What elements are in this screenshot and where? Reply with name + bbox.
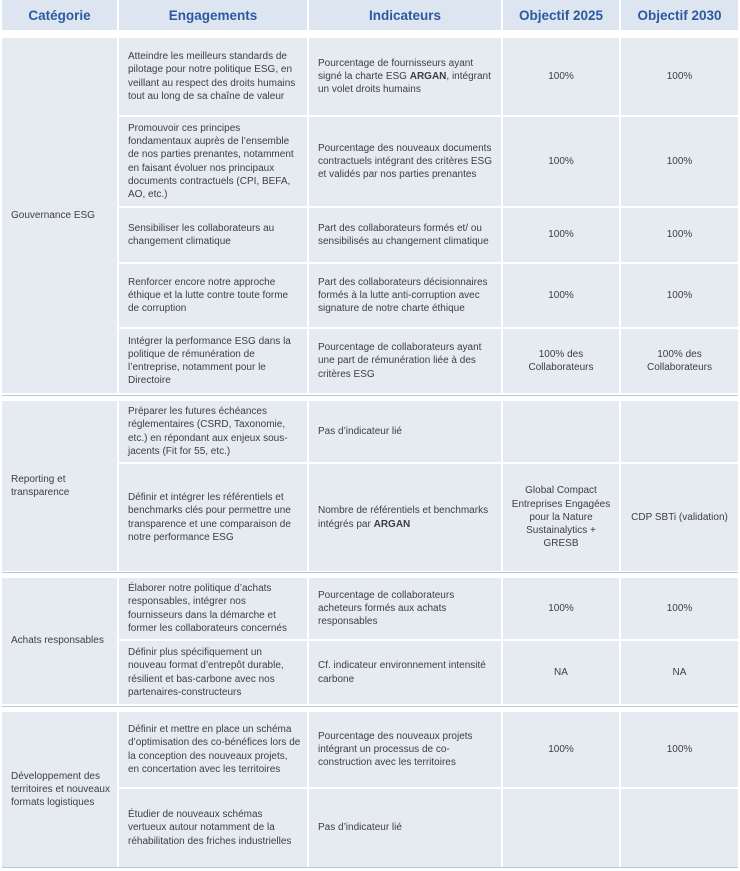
brand-name: ARGAN — [373, 518, 411, 530]
objective-2025-cell — [503, 401, 619, 462]
engagement-text: Élaborer notre politique d’achats responsables, intégrer nos fournisseurs dans la démarche et former les collaborateurs concernés — [128, 583, 287, 634]
indicator-text — [318, 57, 493, 97]
objective-2030-cell — [621, 578, 738, 639]
objective-2030-cell — [621, 789, 738, 867]
objective-2030-value: 100% — [666, 289, 693, 301]
objective-2025-cell — [503, 464, 619, 571]
objective-2025-cell — [503, 208, 619, 262]
objective-2025-value: 100% des Collaborateurs — [528, 348, 594, 373]
engagement-cell — [119, 264, 307, 327]
indicator-part: Pourcentage des nouveaux projets intégrant un processus de co-construction avec les territoires — [318, 730, 473, 769]
objective-2030-value: 100% — [666, 155, 693, 167]
section-divider — [2, 572, 738, 573]
indicator-cell — [309, 712, 501, 787]
indicator-cell — [309, 578, 501, 639]
objective-2030-cell — [621, 401, 738, 462]
header-engagements: Engagements — [119, 0, 307, 30]
indicator-text — [318, 142, 493, 182]
indicator-text — [318, 341, 493, 381]
engagement-text: Promouvoir ces principes fondamentaux auprès de l’ensemble de nos parties prenantes, notamment en faisant évoluer nos principaux documents contractuels (CPI, BEFA, AO, etc.) — [128, 122, 294, 200]
indicator-part: Pourcentage de collaborateurs ayant une part de rémunération liée à des critères ESG — [318, 342, 482, 380]
objective-2030-value: 100% des Collaborateurs — [646, 348, 713, 373]
indicator-part: Pas d’indicateur lié — [318, 822, 402, 834]
objective-2030-cell — [621, 641, 738, 704]
engagement-cell — [119, 329, 307, 393]
indicator-text — [318, 425, 402, 438]
objective-2025-cell — [503, 329, 619, 393]
engagement-text: Étudier de nouveaux schémas vertueux autour notamment de la réhabilitation des friches industrielles — [128, 809, 292, 847]
engagement-cell — [119, 464, 307, 571]
engagement-cell — [119, 641, 307, 704]
objective-2025-cell — [503, 712, 619, 787]
indicator-text — [318, 276, 493, 316]
engagement-cell — [119, 712, 307, 787]
brand-name: ARGAN — [409, 70, 447, 82]
engagement-text: Sensibiliser les collaborateurs au changement climatique — [128, 222, 275, 247]
objective-2025-value: 100% — [548, 229, 574, 241]
engagement-cell — [119, 789, 307, 867]
category-label: Achats responsables — [11, 635, 104, 647]
indicator-part: Part des collaborateurs formés et/ ou sensibilisés au changement climatique — [318, 222, 489, 247]
objective-2030-value: 100% — [666, 602, 693, 614]
indicator-cell — [309, 264, 501, 327]
objective-2030-cell — [621, 264, 738, 327]
indicator-part: Nombre de référentiels et benchmarks intégrés par — [318, 505, 489, 530]
objective-2030-cell — [621, 464, 738, 571]
indicator-cell — [309, 208, 501, 262]
objective-2030-cell — [621, 712, 738, 787]
indicator-part: Cf. indicateur environnement intensité carbone — [318, 660, 486, 685]
category-label: Reporting et transparence — [11, 473, 70, 498]
engagement-text: Définir et intégrer les référentiels et benchmarks clés pour permettre une transparence et une comparaison de notre performance ESG — [128, 492, 291, 543]
category-cell — [2, 578, 117, 704]
indicator-text — [318, 659, 493, 685]
section-divider — [2, 867, 738, 868]
indicator-part: Part des collaborateurs décisionnaires formés à la lutte anti-corruption avec signature de notre charte éthique — [318, 276, 488, 315]
objective-2025-cell — [503, 789, 619, 867]
indicator-cell — [309, 464, 501, 571]
engagement-cell — [119, 208, 307, 262]
engagement-cell — [119, 401, 307, 462]
engagement-text: Définir plus spécifiquement un nouveau format d’entrepôt durable, résilient et bas-carbone avec nos partenaires-constructeurs — [128, 647, 284, 698]
objective-2025-value: 100% — [548, 155, 574, 167]
objective-2030-cell — [621, 208, 738, 262]
objective-2030-cell — [621, 329, 738, 393]
objective-2025-value: 100% — [548, 70, 574, 82]
header-objective-2030: Objectif 2030 — [621, 0, 738, 30]
objective-2030-cell — [621, 38, 738, 115]
objective-2025-cell — [503, 264, 619, 327]
indicator-cell — [309, 789, 501, 867]
engagement-cell — [119, 38, 307, 115]
header-objective-2025: Objectif 2025 — [503, 0, 619, 30]
indicator-text — [318, 504, 493, 530]
engagement-text: Renforcer encore notre approche éthique et la lutte contre toute forme de corruption — [128, 276, 289, 315]
engagement-text: Intégrer la performance ESG dans la politique de rémunération de l’entreprise, notamment pour le Directoire — [128, 335, 291, 387]
indicator-part: Pourcentage de fournisseurs ayant signé la charte ESG — [318, 57, 474, 82]
objective-2025-value: 100% — [548, 743, 574, 755]
indicator-text — [318, 730, 493, 770]
objective-2030-value: CDP SBTi (validation) — [631, 511, 728, 523]
objective-2025-cell — [503, 578, 619, 639]
indicator-part: , intégrant un volet droits humains — [318, 70, 491, 96]
indicator-text — [318, 589, 493, 629]
indicator-cell — [309, 329, 501, 393]
indicator-text — [318, 222, 493, 248]
indicator-cell — [309, 641, 501, 704]
category-cell — [2, 38, 117, 393]
header-category: Catégorie — [2, 0, 117, 30]
category-label: Développement des territoires et nouveaux formats logistiques — [11, 770, 110, 809]
indicator-cell — [309, 401, 501, 462]
header-indicators: Indicateurs — [309, 0, 501, 30]
objective-2030-cell — [621, 117, 738, 206]
objective-2025-cell — [503, 641, 619, 704]
engagement-text: Préparer les futures échéances réglementaires (CSRD, Taxonomie, etc.) en répondant aux enjeux sous-jacents (Fit for 55, etc.) — [128, 406, 288, 457]
objective-2025-value: 100% — [548, 289, 574, 301]
objective-2030-value: NA — [672, 666, 687, 678]
category-label: Gouvernance ESG — [11, 209, 95, 221]
engagement-text: Atteindre les meilleurs standards de pilotage pour notre politique ESG, en veillant au respect des droits humains tout au long de sa chaîne de valeur — [128, 51, 296, 102]
engagement-cell — [119, 578, 307, 639]
objective-2025-value: Global Compact Entreprises Engagées pour la Nature Sustainalytics + GRESB — [511, 485, 611, 550]
indicator-text — [318, 821, 402, 834]
indicator-cell — [309, 117, 501, 206]
indicator-part: Pourcentage de collaborateurs acheteurs formés aux achats responsables — [318, 589, 455, 628]
category-cell — [2, 401, 117, 571]
section-divider — [2, 395, 738, 396]
objective-2030-value: 100% — [666, 743, 693, 755]
category-cell — [2, 712, 117, 867]
indicator-part: Pourcentage des nouveaux documents contractuels intégrant des critères ESG et validés par nos parties prenantes — [318, 142, 492, 181]
objective-2025-cell — [503, 38, 619, 115]
objective-2025-value: NA — [554, 666, 568, 678]
section-divider — [2, 706, 738, 707]
indicator-part: Pas d’indicateur lié — [318, 425, 402, 437]
objective-2030-value: 100% — [666, 229, 693, 241]
objective-2030-value: 100% — [666, 70, 693, 82]
objective-2025-value: 100% — [548, 602, 574, 614]
engagement-cell — [119, 117, 307, 206]
indicator-cell — [309, 38, 501, 115]
engagement-text: Définir et mettre en place un schéma d’optimisation des co-bénéfices lors de la conception des nouveaux projets, en concertation avec les territoires — [128, 724, 301, 775]
objective-2025-cell — [503, 117, 619, 206]
